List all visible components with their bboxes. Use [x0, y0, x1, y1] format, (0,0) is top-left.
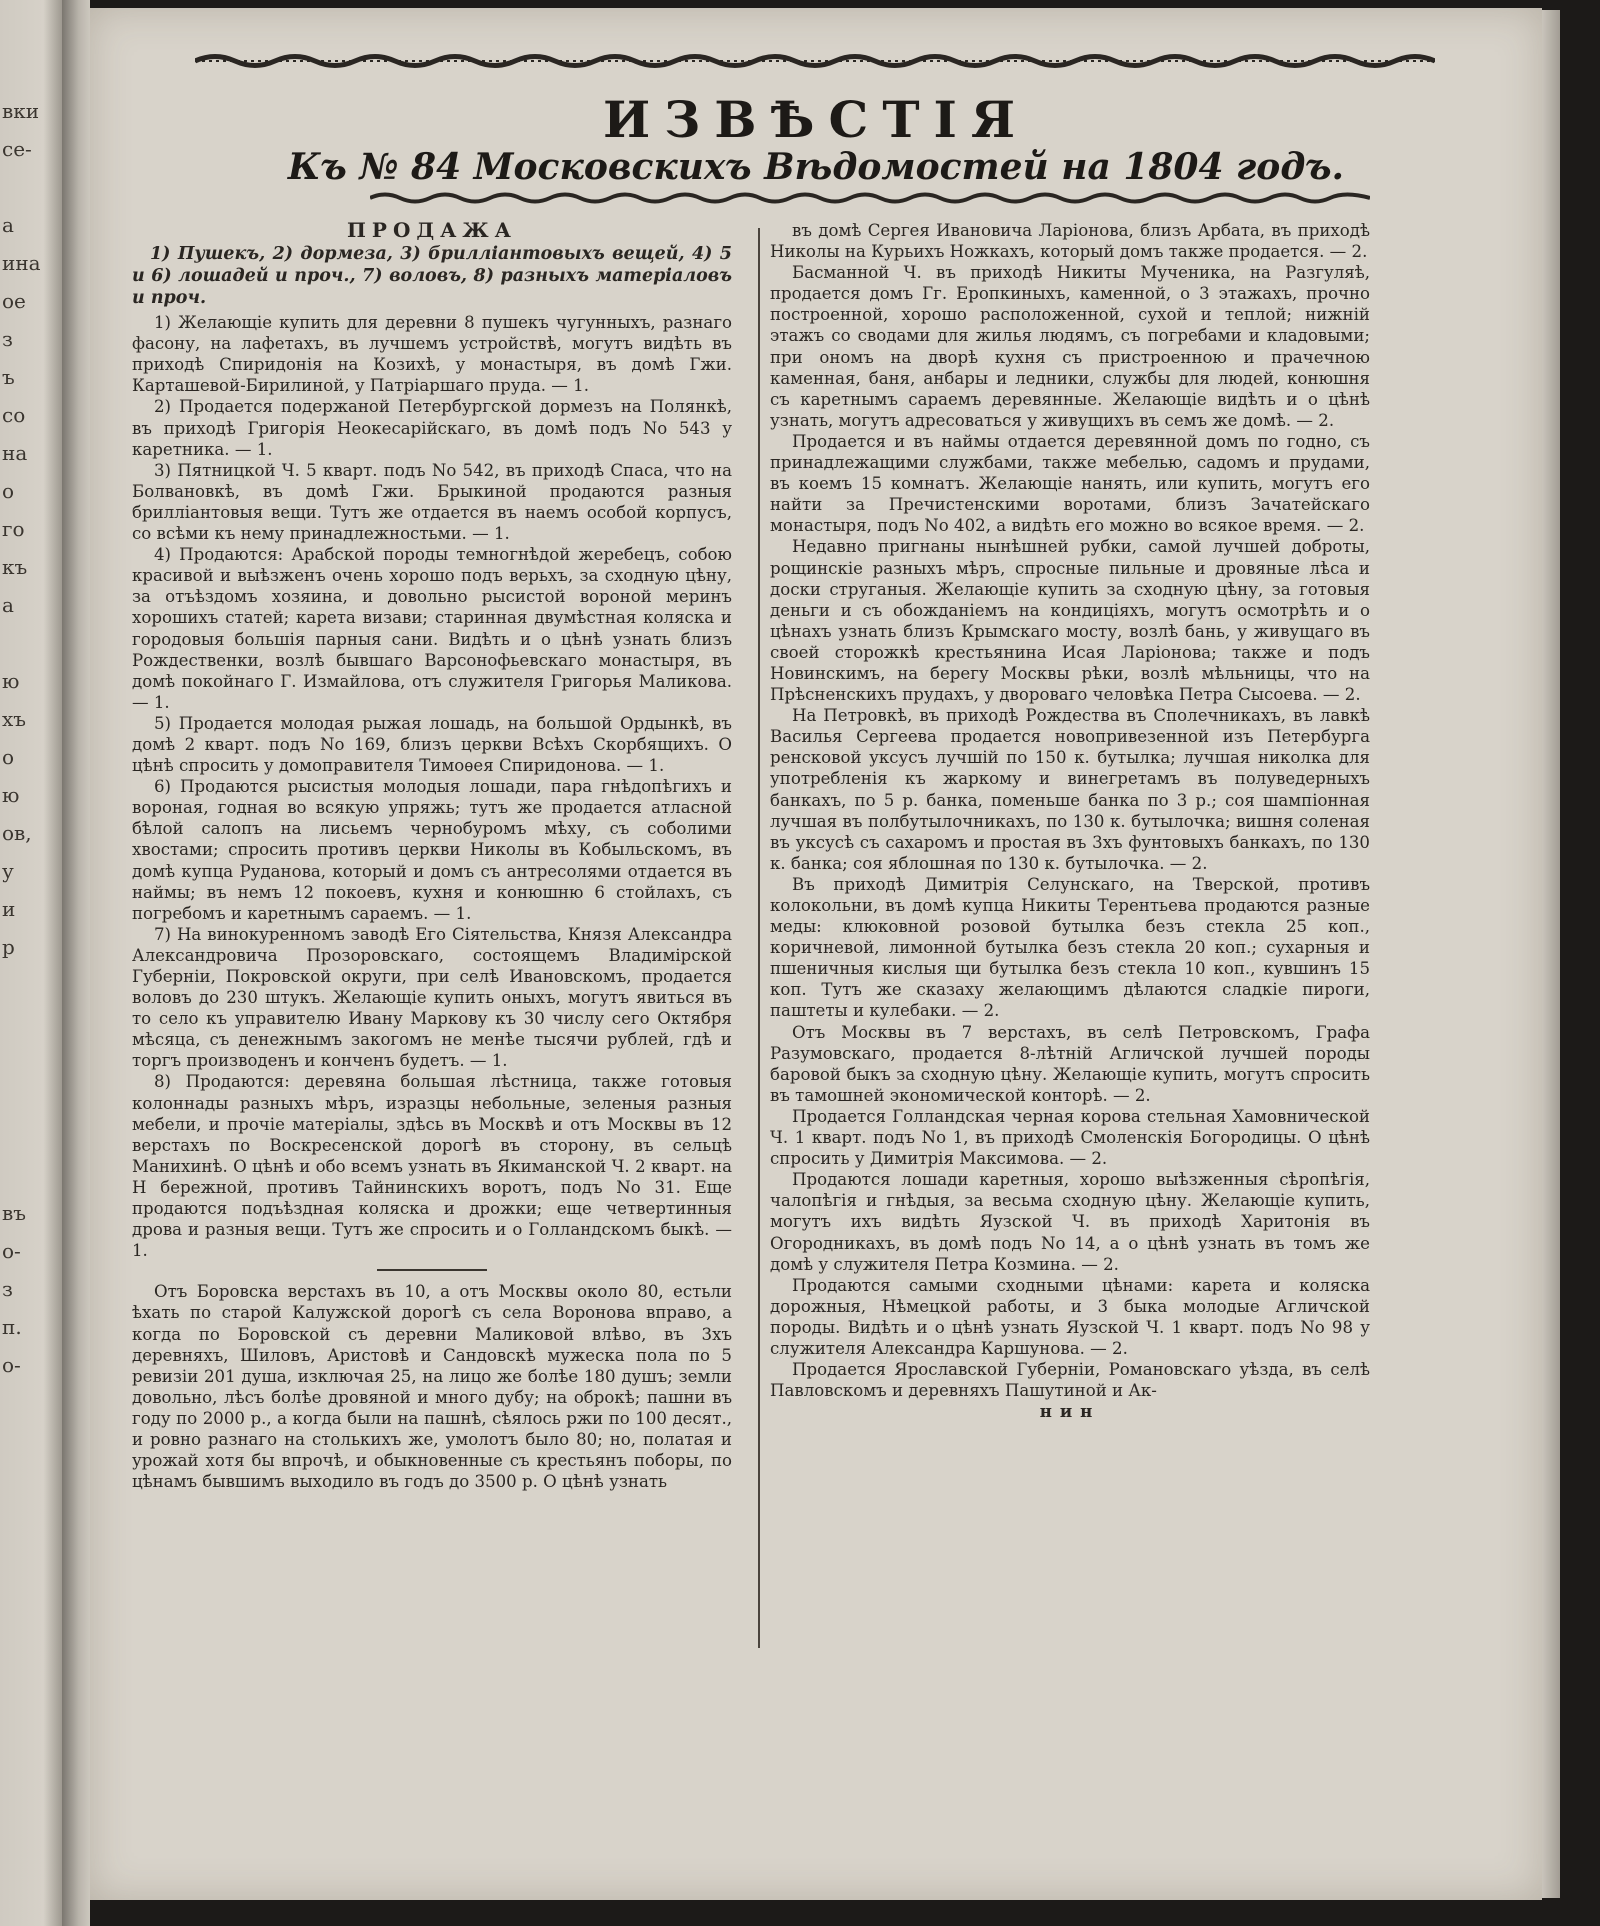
left-edge-line: р: [2, 935, 15, 959]
left-edge-line: ю: [2, 669, 20, 693]
left-edge-line: [2, 1080, 60, 1118]
left-column: [132, 220, 732, 1492]
masthead-subtitle: Къ № 84 Московскихъ Вѣдомостей на 1804 годъ.: [287, 146, 1345, 188]
masthead-title: ИЗВѢСТІЯ: [602, 90, 1030, 149]
left-edge-line: о-: [2, 1239, 21, 1263]
left-edge-line: з: [2, 327, 13, 351]
left-edge-line: се-: [2, 137, 32, 161]
section-heading: ПРОДАЖА: [347, 218, 517, 242]
left-edge-line: [2, 1118, 60, 1156]
article-paragraph: Въ приходѣ Димитрія Селунскаго, на Тверской, противъ колокольни, въ домѣ купца Никиты Терентьева продаются разные меды: клюковной розовой бутылка безъ стекла 25 коп., коричневой, лимонной бутылка безъ стекла 20 коп.; сухарныя и пшеничныя кислыя щи бутылка безъ стекла 10 коп., кувшинъ 15 коп. Тутъ же сказаху желающимъ дѣлаются сладкіе пироги, паштеты и кулебаки. — 2.: [770, 874, 1370, 1021]
left-edge-line: [2, 966, 60, 1004]
left-edge-line: о: [2, 745, 15, 769]
left-edge-line: а: [2, 213, 14, 237]
left-column-articles: [132, 312, 732, 1492]
article-paragraph: Продается Голландская черная корова стельная Хамовнической Ч. 1 кварт. подъ No 1, въ приходѣ Смоленскія Богородицы. О цѣнѣ спросить у Димитрія Максимова. — 2.: [770, 1106, 1370, 1169]
article-paragraph: Отъ Москвы въ 7 верстахъ, въ селѣ Петровскомъ, Графа Разумовскаго, продается 8-лѣтній Агличской лучшей породы баровой быкъ за сходную цѣну. Желающіе купить, могутъ спросить въ тамошней экономической конторѣ. — 2.: [770, 1022, 1370, 1105]
right-column-articles: [770, 220, 1370, 1401]
article-paragraph: 5) Продается молодая рыжая лошадь, на большой Ордынкѣ, въ домѣ 2 кварт. подъ No 169, близъ церкви Всѣхъ Скорбящихъ. О цѣнѣ спросить у домоправителя Тимоѳея Спиридонова. — 1.: [132, 713, 732, 776]
left-edge-line: ое: [2, 289, 26, 313]
top-ornament-border: [195, 50, 1435, 72]
article-paragraph: 2) Продается подержаной Петербургской дормезъ на Полянкѣ, въ приходѣ Григорія Неокесарійскаго, въ домѣ подъ No 543 у каретника. — 1.: [132, 397, 732, 459]
left-edge-line: ина: [2, 251, 41, 275]
left-edge-line: на: [2, 441, 28, 465]
article-paragraph: Продаются самыми сходными цѣнами: карета и коляска дорожныя, Нѣмецкой работы, и 3 быка молодые Агличской породы. Видѣть и о цѣнѣ узнать Яузской Ч. 1 кварт. подъ No 98 у служителя Александра Каршунова. — 2.: [770, 1275, 1370, 1358]
right-column-last-line: нин: [1039, 1401, 1101, 1422]
left-edge-line: къ: [2, 555, 28, 579]
left-edge-line: вки: [2, 99, 40, 123]
article-paragraph: 8) Продаются: деревяна большая лѣстница, также готовыя колоннады разныхъ мѣръ, изразцы небольные, зеленыя разныя мебели, и прочіе матеріалы, здѣсь въ Москвѣ и отъ Москвы въ 12 верстахъ по Воскресенской дорогѣ въ сторону, въ сельцѣ Манихинѣ. О цѣнѣ и обо всемъ узнать въ Якиманской Ч. 2 кварт. на Н бережной, противъ Тайнинскихъ воротъ, подъ No 31. Еще продаются подъѣздная коляска и дрожки; еще четвертинныя дрова и разныя вещи. Тутъ же спросить и о Голландскомъ быкѣ. — 1.: [132, 1072, 732, 1261]
article-paragraph: На Петровкѣ, въ приходѣ Рождества въ Сполечникахъ, въ лавкѣ Василья Сергеева продается новопривезенной изъ Петербурга ренсковой уксусъ лучшій по 150 к. бутылка; лучшая николка для употребленія къ жаркому и винегретамъ въ полуведерныхъ банкахъ, по 5 р. банка, поменьше банка по 3 р.; соя шампіонная лучшая въ полбутылочникахъ, по 130 к. бутылочка; вишня соленая въ уксусѣ съ сахаромъ и простая въ 3хъ фунтовыхъ банкахъ, по 130 к. банка; соя яблошная по 130 к. бутылочка. — 2.: [770, 706, 1370, 873]
left-edge-line: о: [2, 479, 15, 503]
column-divider: [758, 228, 760, 1648]
left-edge-line: ов,: [2, 821, 32, 845]
left-edge-line: [2, 168, 60, 206]
left-edge-line: з: [2, 1277, 13, 1301]
article-paragraph: въ домѣ Сергея Ивановича Ларіонова, близъ Арбата, въ приходѣ Николы на Курьихъ Ножкахъ, который домъ также продается. — 2.: [770, 221, 1370, 262]
left-edge-line: хъ: [2, 707, 27, 731]
left-edge-line: со: [2, 403, 26, 427]
left-edge-line: въ: [2, 1201, 26, 1225]
left-edge-line: [2, 1004, 60, 1042]
article-paragraph: Продаются лошади каретныя, хорошо выѣзженныя сѣропѣгія, чалопѣгія и гнѣдыя, за весьма сходную цѣну. Желающіе купить, могутъ ихъ видѣть Яузской Ч. въ приходѣ Харитонія въ Огородникахъ, въ домѣ подъ No 14, а о цѣнѣ узнать въ томъ же домѣ у служителя Петра Козмина. — 2.: [770, 1170, 1370, 1274]
article-separator: [377, 1269, 487, 1271]
page-edge: [1542, 10, 1560, 1898]
left-edge-line: ъ: [2, 365, 15, 389]
left-facing-page: [0, 0, 62, 1926]
article-paragraph: 7) На винокуренномъ заводѣ Его Сіятельства, Князя Александра Александровича Прозоровскаго, состоящемъ Владимірской Губерніи, Покровской округи, при селѣ Ивановскомъ, продается воловъ до 230 штукъ. Желающіе купить оныхъ, могутъ явиться въ то село къ управителю Ивану Маркову къ 30 числу сего Октября мѣсяца, съ денежнымъ закогомъ не менѣе тысячи рублей, гдѣ и торгъ производенъ и конченъ будетъ. — 1.: [132, 924, 732, 1071]
left-edge-line: п.: [2, 1315, 22, 1339]
article-paragraph: Продается и въ наймы отдается деревянной домъ по годно, съ принадлежащими службами, также мебелью, садомъ и прудами, въ коемъ 15 комнатъ. Желающіе нанять, или купить, могутъ его найти за Пречистенскими воротами, близъ Зачатейскаго монастыря, подъ No 402, а видѣть его можно во всякое время. — 2.: [770, 431, 1370, 536]
article-paragraph: Недавно пригнаны нынѣшней рубки, самой лучшей доброты, рощинскіе разныхъ мѣръ, спросные пильные и дровяные лѣса и доски струганыя. Желающіе купить за сходную цѣну, за готовыя деньги и съ обожданіемъ на кондиціяхъ, могутъ осмотрѣть и о цѣнахъ узнать близъ Крымскаго мосту, возлѣ бань, у живущаго въ своей сторожкѣ крестьянина Исая Ларіонова; также и подъ Новинскимъ, на берегу Москвы рѣки, возлѣ мѣльницы, что на Прѣсненскихъ прудахъ, у двороваго человѣка Петра Сысоева. — 2.: [770, 537, 1370, 705]
newspaper-page: [90, 8, 1542, 1900]
left-page-edge-text: [2, 92, 60, 1384]
article-paragraph: 4) Продаются: Арабской породы темногнѣдой жеребецъ, собою красивой и выѣзженъ очень хорошо подъ верьхъ, за сходную цѣну, за отъѣздомъ хозяина, и довольно рысистой вороной меринъ хорошихъ статей; карета визави; старинная двумѣстная коляска и городовыя большія парныя сани. Видѣть и о цѣнѣ узнать близъ Рождественки, возлѣ бывшаго Варсонофьевскаго монастыря, въ домѣ покойнаго Г. Измайлова, отъ служителя Григорья Маликова. — 1.: [132, 545, 732, 712]
article-paragraph: 3) Пятницкой Ч. 5 кварт. подъ No 542, въ приходѣ Спаса, что на Болвановкѣ, въ домѣ Гжи. Брыкиной продаются разныя брилліантовыя вещи. Тутъ же отдается въ наемъ особой корпусъ, со всѣми къ нему принадлежностьми. — 1.: [132, 460, 732, 544]
article-paragraph: 6) Продаются рысистыя молодыя лошади, пара гнѣдопѣгихъ и вороная, годная во всякую упряжь; тутъ же продается атласной бѣлой салопъ на лисьемъ чернобуромъ мѣху, съ соболими хвостами; спросить противъ церкви Николы въ Кобыльскомъ, въ домѣ купца Руданова, который и домъ съ антресолями отдается въ наймы; въ немъ 12 покоевъ, кухня и конюшню 6 стойлахъ, съ погребомъ и каретнымъ сараемъ. — 1.: [132, 777, 732, 923]
article-paragraph: 1) Желающіе купить для деревни 8 пушекъ чугунныхъ, разнаго фасону, на лафетахъ, въ лучшемъ устройствѣ, могутъ видѣть въ приходѣ Спиридонія на Козихѣ, у монастыря, въ домѣ Гжи. Карташевой-Бирилиной, у Патріаршаго пруда. — 1.: [132, 313, 732, 396]
left-edge-line: [2, 1042, 60, 1080]
section-contents: 1) Пушекъ, 2) дормеза, 3) брилліантовыхъ вещей, 4) 5 и 6) лошадей и проч., 7) воловъ, 8) разныхъ матеріаловъ и проч.: [132, 244, 732, 309]
article-paragraph: Басманной Ч. въ приходѣ Никиты Мученика, на Разгуляѣ, продается домъ Гг. Еропкиныхъ, каменной, о 3 этажахъ, прочно построенной, хорошо расположенной, сухой и теплой; нижній этажъ со сводами для жилья людямъ, съ погребами и кладовыми; при ономъ на дворѣ кухня съ пристроенною и прачечною каменная, баня, анбары и ледники, службы для людей, конюшня съ каретнымъ сараемъ деревянные. Желающіе видѣть и о цѣнѣ узнать, могутъ адресоваться у живущихъ въ семъ же домѣ. — 2.: [770, 263, 1370, 430]
left-edge-line: у: [2, 859, 14, 883]
article-paragraph: Отъ Боровска верстахъ въ 10, а отъ Москвы около 80, естьли ѣхать по старой Калужской дорогѣ съ села Воронова вправо, а когда по Боровской съ деревни Маликовой влѣво, въ 3хъ деревняхъ, Шиловъ, Аристовѣ и Сандовскѣ мужеска пола по 5 ревизіи 201 душа, изключая 25, на лицо же болѣе 180 душъ; земли довольно, лѣсъ болѣе дровяной и много дубу; на оброкѣ; пашни въ году по 2000 р., а когда были на пашнѣ, сѣялось ржи по 100 десят., и ровно разнаго на столькихъ же, умолотъ было 80; но, полатая и урожай хотя бы впрочѣ, и обыкновенные съ крестьянъ поборы, по цѣнамъ бывшимъ выходило въ годъ до 3500 р. О цѣнѣ узнать: [132, 1282, 732, 1492]
article-paragraph: Продается Ярославской Губерніи, Романовскаго уѣзда, въ селѣ Павловскомъ и деревняхъ Пашутиной и Ак-: [770, 1360, 1370, 1401]
left-edge-line: го: [2, 517, 25, 541]
right-column: [770, 220, 1370, 1422]
left-edge-line: ю: [2, 783, 20, 807]
left-edge-line: [2, 1156, 60, 1194]
left-edge-line: о-: [2, 1353, 21, 1377]
left-edge-line: и: [2, 897, 16, 921]
left-edge-line: [2, 624, 60, 662]
masthead-ornament-border: [370, 190, 1370, 206]
book-gutter: [62, 0, 90, 1926]
left-edge-line: а: [2, 593, 14, 617]
